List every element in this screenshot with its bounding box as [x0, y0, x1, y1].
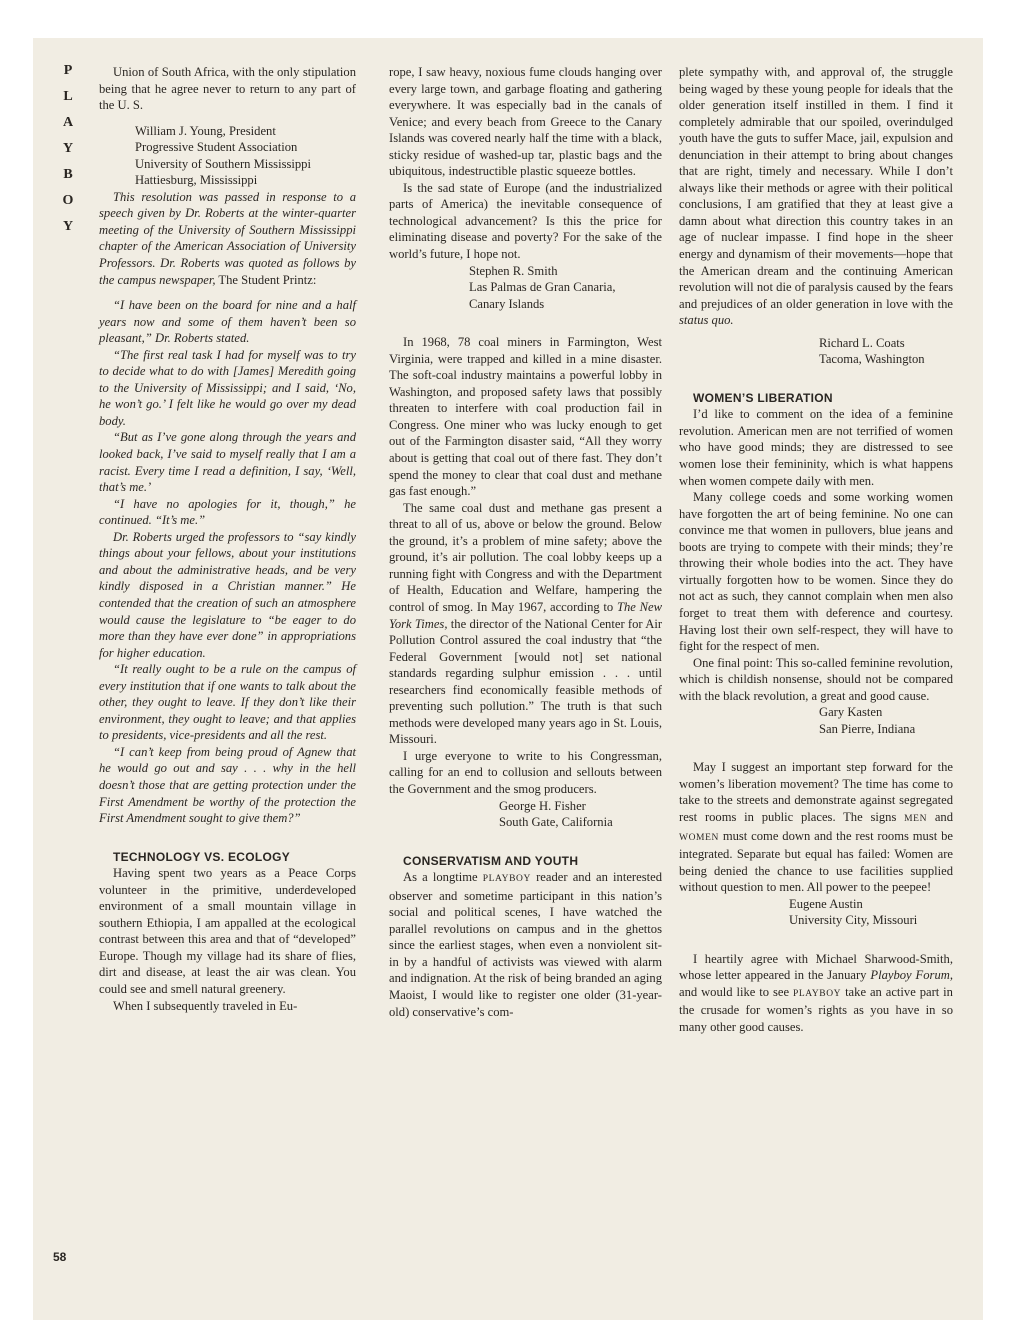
- signature-line: Hattiesburg, Mississippi: [135, 173, 258, 188]
- letter-signature: [389, 263, 662, 313]
- editor-note-italic: This resolution was passed in response to a speech given by Dr. Roberts at the winter-quarter meeting of the University of Southern Mississippi chapter of the American Association of University Professors. Dr. Roberts was quoted as follows by the campus newspaper,: [99, 189, 356, 287]
- signature-line: University City, Missouri: [789, 913, 918, 928]
- letter-signature: [679, 335, 953, 368]
- title-letter: A: [62, 115, 74, 130]
- magazine-page: [33, 38, 983, 1320]
- signature-line: South Gate, California: [499, 815, 613, 830]
- letter-paragraph: rope, I saw heavy, noxious fume clouds hanging over every large town, and garbage floating and gathering everywhere. It was especially bad in the canals of Venice; and every beach from Greece to the Canary Islands was covered nearly half the time with a black, sticky residue of washed-up tar, plastic bags and the ubiquitous, indestructible plastic squeeze bottles.: [389, 65, 662, 179]
- letter-paragraph: Having spent two years as a Peace Corps volunteer in the primitive, underdeveloped environment of a small mountain village in southern Ethiopia, I am appalled at the ecological contrast between this area and that of “developed” Europe. Though my village had its share of flies, dirt and disease, at least the air was clean. You could see and smell natural greenery.: [99, 866, 356, 996]
- signature-line: Canary Islands: [469, 296, 545, 311]
- quote-paragraph: Dr. Roberts urged the professors to “say kindly things about your fellows, about your institutions and about the administrative heads, and be very kindly disposed in a Christian manner.” He contended that the creation of such an atmosphere would cause the legislature to “be eager to do more than they have ever done” in appropriations for higher education.: [99, 529, 356, 660]
- magazine-name: PLAYBOY: [482, 874, 531, 885]
- title-letter: Y: [62, 141, 74, 156]
- magazine-title-vertical: [59, 58, 77, 240]
- letter-paragraph: I’d like to comment on the idea of a feminine revolution. American men are not terrified of women who have good minds; they are distressed to see women lose their femininity, which is what happens when women compete daily with men.: [679, 407, 953, 488]
- editor-note: [99, 189, 356, 288]
- title-letter: B: [63, 167, 73, 182]
- letter-paragraph: In 1968, 78 coal miners in Farmington, West Virginia, were trapped and killed in a mine disaster. The soft-coal industry maintains a powerful lobby in Washington, and proposed safety laws that possibly threaten to interfere with coal production fail in Congress. One miner who was lucky enough to get out of the Farmington disaster said, “All they worry about is getting that coal out of there fast. They don’t spend the money to clear that coal dust and methane gas fast enough.”: [389, 335, 662, 499]
- letter-signature: [679, 704, 953, 737]
- column-3: [679, 64, 953, 1036]
- letter-paragraph: One final point: This so-called feminine revolution, which is childish nonsense, should not be compared with the black revolution, a great and good cause.: [679, 655, 953, 703]
- newspaper-name: The New York Times,: [389, 599, 662, 631]
- quote-paragraph: “The first real task I had for myself was to try to decide what to do with [James] Meredith going to the University of Mississippi; and I said, ‘No, he won’t go.’ I felt like he would go over my dead body.: [99, 347, 356, 428]
- quote-paragraph: “I can’t keep from being proud of Agnew that he would go out and say . . . why in the hell doesn’t those that are getting protection under the First Amendment be worthy of the protection the First Amendment sought to give them?”: [99, 744, 356, 826]
- page-number: 58: [53, 1250, 67, 1264]
- newspaper-name: The Student Printz:: [218, 272, 317, 287]
- magazine-name: PLAYBOY: [792, 988, 842, 999]
- letter-paragraph: I urge everyone to write to his Congressman, calling for an end to collusion and sellouts between the Government and the smog producers.: [389, 748, 662, 796]
- section-heading: CONSERVATISM AND YOUTH: [403, 853, 579, 868]
- letter-paragraph: The same coal dust and methane gas present a threat to all of us, above or below the ground. Below the ground, it’s a problem of mine safety; above the ground, it’s air pollution. The coal lobby keeps up a running fight with Congress and with the Department of Health, Education and Welfare, hampering the control of smog. In May 1967, according to The New York Times, the director of the National Center for Air Pollution Control assured the coal industry that “the Federal Government [would not] set national standards regarding sulphur emission . . . until researchers find economically feasible methods of preventing such pollution.” The truth is that such methods were developed many years ago in St. Louis, Missouri.: [389, 500, 663, 747]
- quote-paragraph: “I have been on the board for nine and a half years now and some of them haven’t been so pleasant,” Dr. Roberts stated.: [99, 298, 356, 346]
- signature-line: San Pierre, Indiana: [819, 721, 916, 736]
- signature-line: Progressive Student Association: [135, 140, 298, 155]
- column-name: Playboy Forum,: [870, 968, 953, 983]
- quote-paragraph: “But as I’ve gone along through the years and looked back, I’ve said to myself really that I am a racist. Every time I read a definition, I say, ‘Well, that’s me.’: [99, 430, 356, 495]
- letter-paragraph: Union of South Africa, with the only stipulation being that he agree never to return to any part of the U. S.: [99, 65, 356, 113]
- section-heading: TECHNOLOGY VS. ECOLOGY: [113, 849, 291, 864]
- letter-paragraph: Many college coeds and some working women have forgotten the art of being feminine. No one can convince me that women in pullovers, blue jeans and boots are trying to compete with their minds; they’re throwing their whole bodies into the act. They have virtually forgotten how to be women. Since they do not act as such, they cannot complain when men also forget to treat them with deference and courtesy. Having lost their own self-respect, they will have to fight for the respect of men.: [679, 490, 953, 654]
- letter-paragraph: As a longtime PLAYBOY reader and an interested observer and sometime participant in this nation’s social and political scenes, I have watched the parallel revolutions on campus and in the ghettos since the earliest stages, when even a nonviolent sit-in by a handful of activists was viewed with alarm and indignation. At the risk of being branded an aging Maoist, I would like to register one older (31-year-old) conservative’s com-: [389, 870, 662, 1019]
- signature-line: William J. Young, President: [135, 123, 276, 138]
- letter-paragraph: I heartily agree with Michael Sharwood-Smith, whose letter appeared in the January Playboy Forum, and would like to see PLAYBOY take an active part in the crusade for women’s rights as you have in so many other good causes.: [679, 951, 953, 1034]
- signature-line: George H. Fisher: [499, 798, 586, 813]
- quote-paragraph: “I have no apologies for it, though,” he continued. “It’s me.”: [99, 496, 356, 528]
- letter-paragraph: Is the sad state of Europe (and the industrialized parts of America) the inevitable consequence of technological advancement? Is this the price for eliminating disease and poverty? For the sake of the world’s future, I hope not.: [389, 180, 662, 262]
- signature-line: Richard L. Coats: [819, 335, 905, 350]
- title-letter: P: [63, 63, 73, 78]
- quote-paragraph: “It really ought to be a rule on the campus of every institution that if one wants to talk about the other, they ought to leave. If they don’t like their environment, they ought to leave; and that applies to presidents, vice-presidents and all the rest.: [99, 662, 356, 743]
- letter-paragraph: When I subsequently traveled in Eu-: [113, 998, 298, 1013]
- letter-signature: [679, 896, 953, 929]
- letter-paragraph: May I suggest an important step forward for the women’s liberation movement? The time has come to take to the streets and demonstrate against segregated rest rooms in public places. The signs MEN and WOMEN must come down and the rest rooms must be integrated. Separate but equal has failed: Women are being denied the chance to use facilities supplied without question to men. All power to the peepee!: [679, 760, 953, 895]
- signature-line: Gary Kasten: [819, 705, 883, 720]
- title-letter: O: [62, 193, 74, 208]
- signature-line: Eugene Austin: [789, 896, 863, 911]
- column-1: [99, 64, 356, 1014]
- signature-line: University of Southern Mississippi: [135, 156, 311, 171]
- letter-signature: [389, 798, 662, 831]
- signature-line: Stephen R. Smith: [469, 263, 558, 278]
- title-letter: L: [63, 89, 73, 104]
- signature-line: Las Palmas de Gran Canaria,: [469, 280, 616, 295]
- letter-signature: [99, 123, 356, 189]
- column-2: [389, 64, 662, 1020]
- section-heading: WOMEN’S LIBERATION: [693, 390, 833, 405]
- signature-line: Tacoma, Washington: [819, 352, 925, 367]
- title-letter: Y: [62, 219, 74, 234]
- letter-paragraph: plete sympathy with, and approval of, the struggle being waged by these young people for ideals that the older generation itself instilled in them. I find it completely admirable that our spoiled, overindulged youth have the guts to suffer Mace, jail, expulsion and denunciation in their attempt to bring about changes that are right, timely and necessary. While I don’t always like their methods or agree with their political conclusions, I am gratified that they at least give a damn about what direction this country takes in an age of nuclear impasse. I find hope in the sheer energy and dynamism of their movements—hope that the American dream and the continuing American revolution will not die of paralysis caused by the fears and prejudices of an older generation in love with the status quo.: [679, 65, 953, 328]
